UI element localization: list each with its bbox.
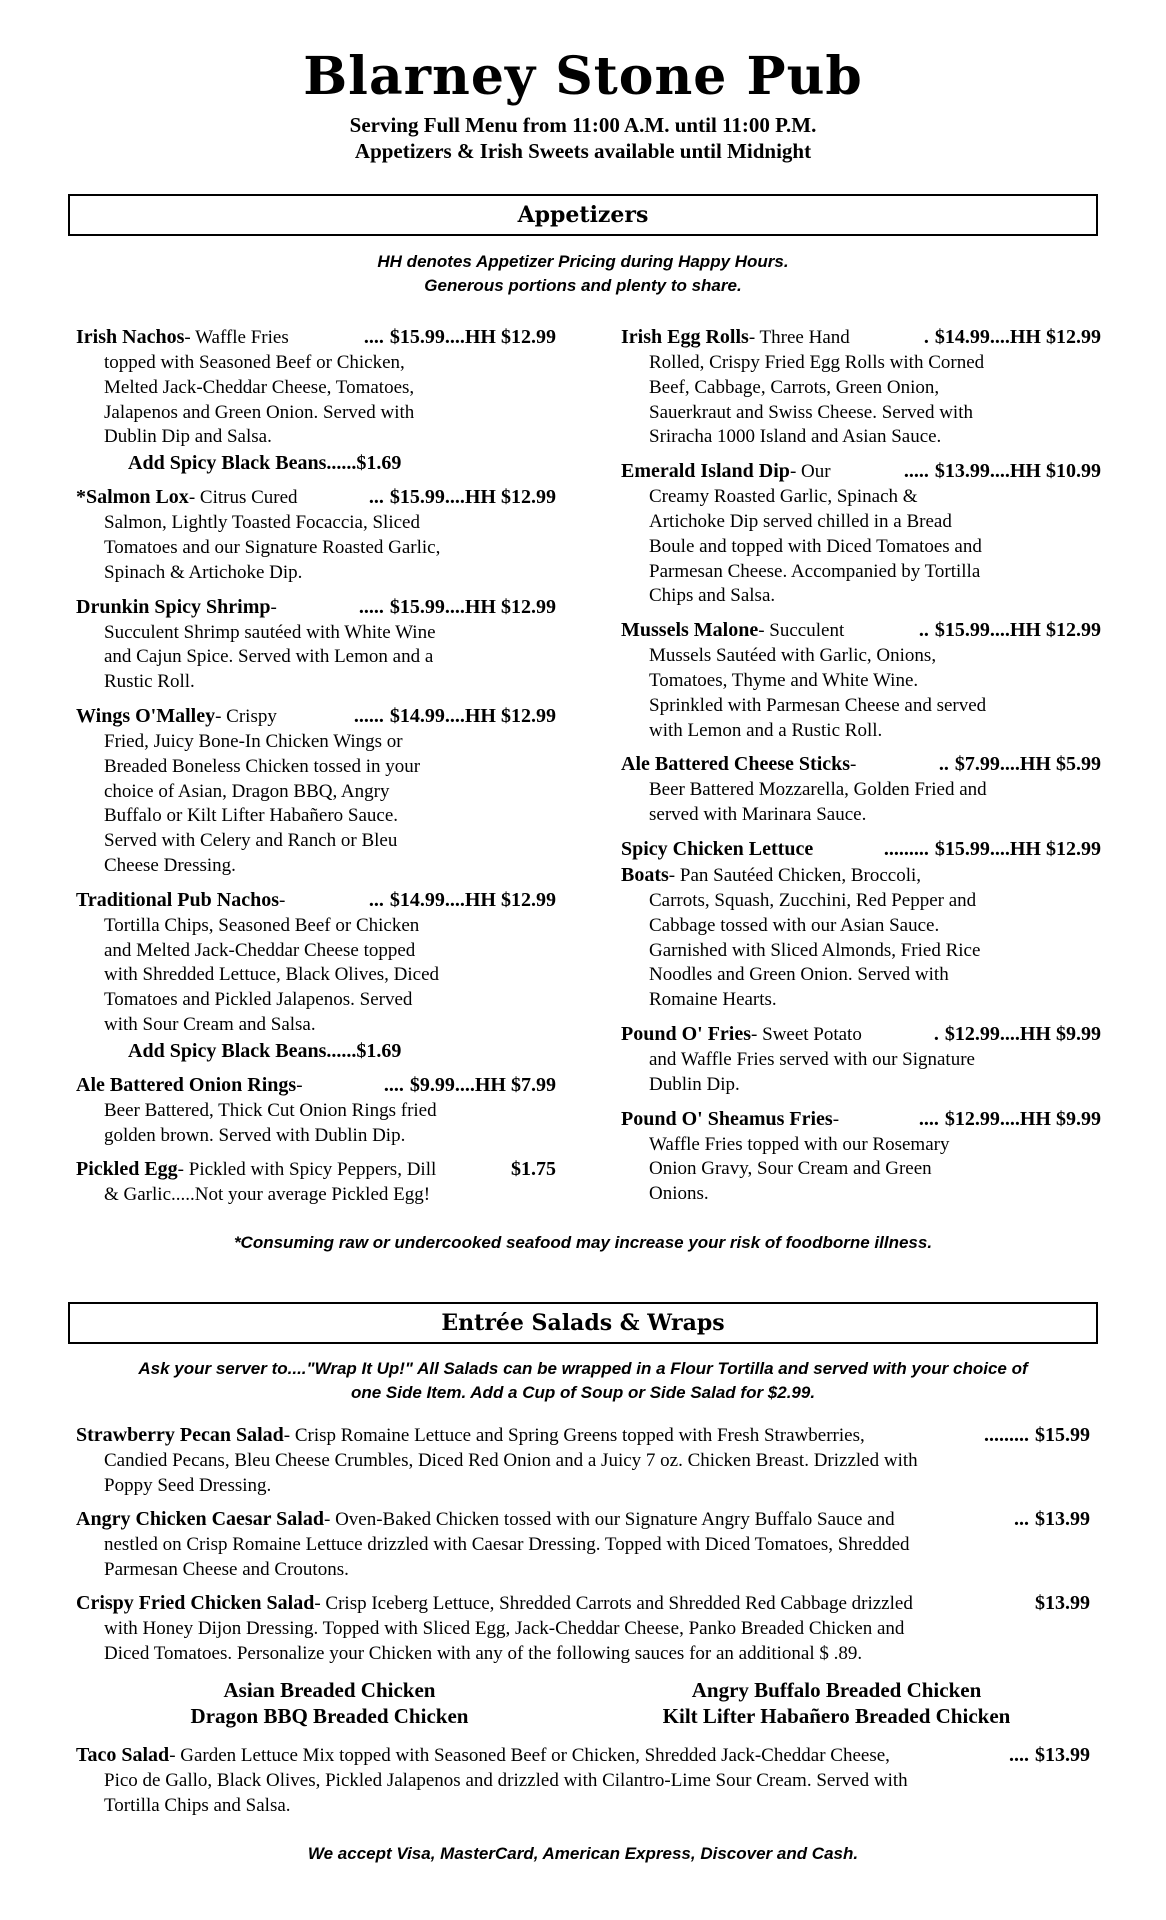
wrap-note-line2: one Side Item. Add a Cup of Soup or Side Salad for $2.99. bbox=[350, 1383, 816, 1402]
item-name: Pound O' Fries bbox=[621, 1022, 752, 1045]
item-intro: - bbox=[832, 1108, 840, 1130]
salad-item bbox=[76, 1506, 1090, 1583]
menu-item bbox=[76, 887, 556, 1064]
item-name: Strawberry Pecan Salad bbox=[76, 1424, 284, 1446]
portions-note: Generous portions and plenty to share. bbox=[424, 276, 742, 295]
item-addon: Add Spicy Black Beans......$1.69 bbox=[128, 1039, 402, 1062]
menu-item bbox=[621, 836, 1101, 1013]
item-price: $15.99....HH $12.99 bbox=[934, 619, 1101, 642]
item-price: $15.99....HH $12.99 bbox=[389, 486, 556, 509]
item-name: Ale Battered Onion Rings bbox=[76, 1073, 297, 1096]
item-name: Angry Chicken Caesar Salad bbox=[76, 1508, 324, 1530]
payment-note: We accept Visa, MasterCard, American Express, Discover and Cash. bbox=[307, 1844, 859, 1863]
item-price: $9.99....HH $7.99 bbox=[409, 1073, 556, 1096]
item-name: Mussels Malone bbox=[621, 619, 759, 642]
item-description: & Garlic.....Not your average Pickled Egg! bbox=[104, 1184, 431, 1206]
item-name-continued: Boats bbox=[621, 863, 669, 886]
appetizers-heading: Appetizers bbox=[68, 194, 1098, 236]
item-intro: - bbox=[296, 1074, 303, 1096]
happy-hour-note: HH denotes Appetizer Pricing during Happy Hours. bbox=[377, 252, 789, 271]
appetizers-left-column bbox=[76, 324, 556, 1216]
menu-item bbox=[621, 1106, 1101, 1207]
item-price: $14.99....HH $12.99 bbox=[389, 704, 556, 727]
item-intro: - Garden Lettuce Mix topped with Seasoned Beef or Chicken, Shredded Jack-Cheddar Cheese, bbox=[169, 1745, 890, 1766]
item-description: Pico de Gallo, Black Olives, Pickled Jalapenos and drizzled with Cilantro-Lime Sour Cream. Served with Tortilla Chips and Salsa. bbox=[104, 1770, 908, 1816]
item-name: Crispy Fried Chicken Salad bbox=[76, 1592, 315, 1614]
menu-item bbox=[621, 751, 1101, 828]
item-description: Beer Battered Mozzarella, Golden Fried and served with Marinara Sauce. bbox=[649, 779, 987, 826]
sauce-option: Kilt Lifter Habañero Breaded Chicken bbox=[662, 1704, 1011, 1728]
item-name: Emerald Island Dip bbox=[621, 460, 790, 483]
item-price: $15.99....HH $12.99 bbox=[934, 837, 1101, 860]
item-price: $14.99....HH $12.99 bbox=[934, 326, 1101, 348]
salad-item bbox=[76, 1742, 1090, 1819]
item-intro: - Crisp Iceberg Lettuce, Shredded Carrots and Shredded Red Cabbage drizzled bbox=[314, 1593, 913, 1614]
item-intro: - Pickled with Spicy Peppers, Dill bbox=[177, 1159, 437, 1181]
item-price: $15.99....HH $12.99 bbox=[389, 326, 556, 348]
item-intro: - Three Hand bbox=[748, 327, 850, 348]
item-description: and Waffle Fries served with our Signature Dublin Dip. bbox=[649, 1048, 975, 1095]
item-price: $14.99....HH $12.99 bbox=[389, 888, 556, 911]
item-description: Rolled, Crispy Fried Egg Rolls with Corned Beef, Cabbage, Carrots, Green Onion, Sauerkraut and Swiss Cheese. Served with Sriracha 1000 Island and Asian Sauce. bbox=[649, 352, 985, 448]
item-name: Irish Nachos bbox=[76, 326, 185, 348]
leader-dots: .... bbox=[918, 1107, 939, 1130]
leader-dots: .... bbox=[383, 1073, 404, 1096]
menu-item bbox=[621, 617, 1101, 743]
item-description: Carrots, Squash, Zucchini, Red Pepper and Cabbage tossed with our Asian Sauce. Garnished with Sliced Almonds, Fried Rice Noodles and Green Onion. Served with Romaine Hearts. bbox=[649, 889, 981, 1011]
item-price: $13.99 bbox=[1035, 1508, 1090, 1530]
salad-item bbox=[76, 1590, 1090, 1667]
leader-dots: . bbox=[933, 1022, 939, 1045]
leader-dots: ..... bbox=[903, 460, 929, 483]
item-name: Irish Egg Rolls bbox=[621, 326, 749, 348]
menu-item bbox=[76, 703, 556, 879]
salads-heading: Entrée Salads & Wraps bbox=[68, 1302, 1098, 1344]
leader-dots: .. bbox=[938, 753, 949, 776]
item-description: Salmon, Lightly Toasted Focaccia, Sliced Tomatoes and our Signature Roasted Garlic, Spinach & Artichoke Dip. bbox=[104, 512, 441, 583]
menu-item bbox=[76, 324, 556, 476]
menu-item bbox=[621, 1021, 1101, 1098]
item-name: Wings O'Malley bbox=[76, 704, 216, 727]
leader-dots: ... bbox=[1014, 1508, 1029, 1530]
leader-dots: ... bbox=[368, 888, 384, 911]
item-name: Drunkin Spicy Shrimp bbox=[76, 595, 271, 618]
late-hours-line: Appetizers & Irish Sweets available until Midnight bbox=[354, 139, 812, 163]
item-intro: - Oven-Baked Chicken tossed with our Signature Angry Buffalo Sauce and bbox=[324, 1509, 895, 1530]
item-description: Succulent Shrimp sautéed with White Wine and Cajun Spice. Served with Lemon and a Rustic Roll. bbox=[104, 621, 436, 693]
item-intro: - Sweet Potato bbox=[751, 1023, 862, 1045]
menu-item bbox=[621, 324, 1101, 450]
item-description: Tortilla Chips, Seasoned Beef or Chicken and Melted Jack-Cheddar Cheese topped with Shredded Lettuce, Black Olives, Diced Tomatoes and Pickled Jalapenos. Served with Sour Cream and Salsa. bbox=[104, 914, 440, 1035]
item-name: Pound O' Sheamus Fries bbox=[621, 1107, 833, 1130]
item-intro: - Pan Sautéed Chicken, Broccoli, bbox=[668, 864, 922, 886]
leader-dots: ... bbox=[368, 486, 384, 509]
menu-item bbox=[76, 1072, 556, 1149]
leader-dots: .... bbox=[363, 326, 384, 348]
item-price: $12.99....HH $9.99 bbox=[944, 1107, 1101, 1130]
item-price: $7.99....HH $5.99 bbox=[954, 753, 1101, 776]
sauce-option: Angry Buffalo Breaded Chicken bbox=[691, 1678, 982, 1702]
pub-title: Blarney Stone Pub bbox=[303, 46, 863, 107]
item-name: Ale Battered Cheese Sticks bbox=[621, 753, 851, 776]
item-intro: - Crisp Romaine Lettuce and Spring Greens topped with Fresh Strawberries, bbox=[283, 1425, 865, 1446]
item-price: $13.99....HH $10.99 bbox=[934, 460, 1101, 483]
menu-item bbox=[621, 458, 1101, 609]
item-intro: - Our bbox=[789, 461, 831, 483]
sauce-option: Dragon BBQ Breaded Chicken bbox=[190, 1704, 469, 1728]
item-description: Creamy Roasted Garlic, Spinach & Artichoke Dip served chilled in a Bread Boule and topped with Diced Tomatoes and Parmesan Cheese. Accompanied by Tortilla Chips and Salsa. bbox=[649, 486, 982, 607]
sauce-options bbox=[76, 1677, 1090, 1729]
leader-dots: ...... bbox=[353, 704, 384, 727]
item-price: $1.75 bbox=[511, 1158, 556, 1181]
leader-dots: ..... bbox=[358, 595, 384, 618]
item-price: $13.99 bbox=[1035, 1592, 1090, 1614]
menu-item bbox=[76, 484, 556, 585]
item-intro: - bbox=[279, 889, 286, 911]
item-name: Pickled Egg bbox=[76, 1158, 178, 1181]
seafood-warning: *Consuming raw or undercooked seafood may increase your risk of foodborne illness. bbox=[233, 1233, 933, 1252]
item-intro: - bbox=[850, 754, 857, 776]
menu-item bbox=[76, 1156, 556, 1208]
leader-dots: . bbox=[923, 326, 929, 348]
item-name: Spicy Chicken Lettuce bbox=[621, 837, 814, 860]
item-addon: Add Spicy Black Beans......$1.69 bbox=[128, 452, 402, 475]
item-description: with Honey Dijon Dressing. Topped with Sliced Egg, Jack-Cheddar Cheese, Panko Breaded Chicken and Diced Tomatoes. Personalize your Chicken with any of the following sauces for an additional $ .89. bbox=[104, 1618, 905, 1664]
item-name: Taco Salad bbox=[76, 1744, 170, 1766]
item-price: $13.99 bbox=[1035, 1744, 1090, 1766]
item-intro: - bbox=[270, 596, 277, 618]
leader-dots: .... bbox=[1009, 1744, 1029, 1766]
item-intro: - Citrus Cured bbox=[188, 487, 298, 509]
item-intro: - Waffle Fries bbox=[184, 327, 289, 348]
item-intro: - Crispy bbox=[215, 705, 277, 727]
sauce-option: Asian Breaded Chicken bbox=[223, 1678, 436, 1702]
salad-item bbox=[76, 1422, 1090, 1499]
leader-dots: ......... bbox=[984, 1424, 1029, 1446]
item-description: nestled on Crisp Romaine Lettuce drizzled with Caesar Dressing. Topped with Diced Tomatoes, Shredded Parmesan Cheese and Croutons. bbox=[104, 1534, 910, 1580]
appetizers-right-column bbox=[621, 324, 1101, 1215]
item-description: Beer Battered, Thick Cut Onion Rings fried golden brown. Served with Dublin Dip. bbox=[104, 1099, 437, 1146]
wrap-note-line1: Ask your server to...."Wrap It Up!" All Salads can be wrapped in a Flour Tortilla and served with your choice of bbox=[138, 1359, 1028, 1378]
item-description: Mussels Sautéed with Garlic, Onions, Tomatoes, Thyme and White Wine. Sprinkled with Parmesan Cheese and served with Lemon and a Rustic Roll. bbox=[649, 645, 987, 741]
item-name: *Salmon Lox bbox=[76, 486, 189, 509]
item-description: Candied Pecans, Bleu Cheese Crumbles, Diced Red Onion and a Juicy 7 oz. Chicken Breast. Drizzled with Poppy Seed Dressing. bbox=[104, 1450, 918, 1496]
menu-item bbox=[76, 594, 556, 695]
item-price: $12.99....HH $9.99 bbox=[944, 1022, 1101, 1045]
item-description: Waffle Fries topped with our Rosemary Onion Gravy, Sour Cream and Green Onions. bbox=[649, 1133, 950, 1205]
leader-dots: ......... bbox=[883, 837, 929, 860]
leader-dots: .. bbox=[918, 619, 929, 642]
item-price: $15.99....HH $12.99 bbox=[389, 595, 556, 618]
item-description: topped with Seasoned Beef or Chicken, Melted Jack-Cheddar Cheese, Tomatoes, Jalapenos and Green Onion. Served with Dublin Dip and Salsa. bbox=[104, 352, 415, 448]
item-description: Fried, Juicy Bone-In Chicken Wings or Breaded Boneless Chicken tossed in your choice of Asian, Dragon BBQ, Angry Buffalo or Kilt Lifter Habañero Sauce. Served with Celery and Ranch or Bleu Cheese Dressing. bbox=[104, 730, 421, 876]
hours-line: Serving Full Menu from 11:00 A.M. until 11:00 P.M. bbox=[349, 113, 817, 137]
item-name: Traditional Pub Nachos bbox=[76, 888, 279, 911]
item-price: $15.99 bbox=[1035, 1424, 1090, 1446]
item-intro: - Succulent bbox=[758, 620, 845, 642]
